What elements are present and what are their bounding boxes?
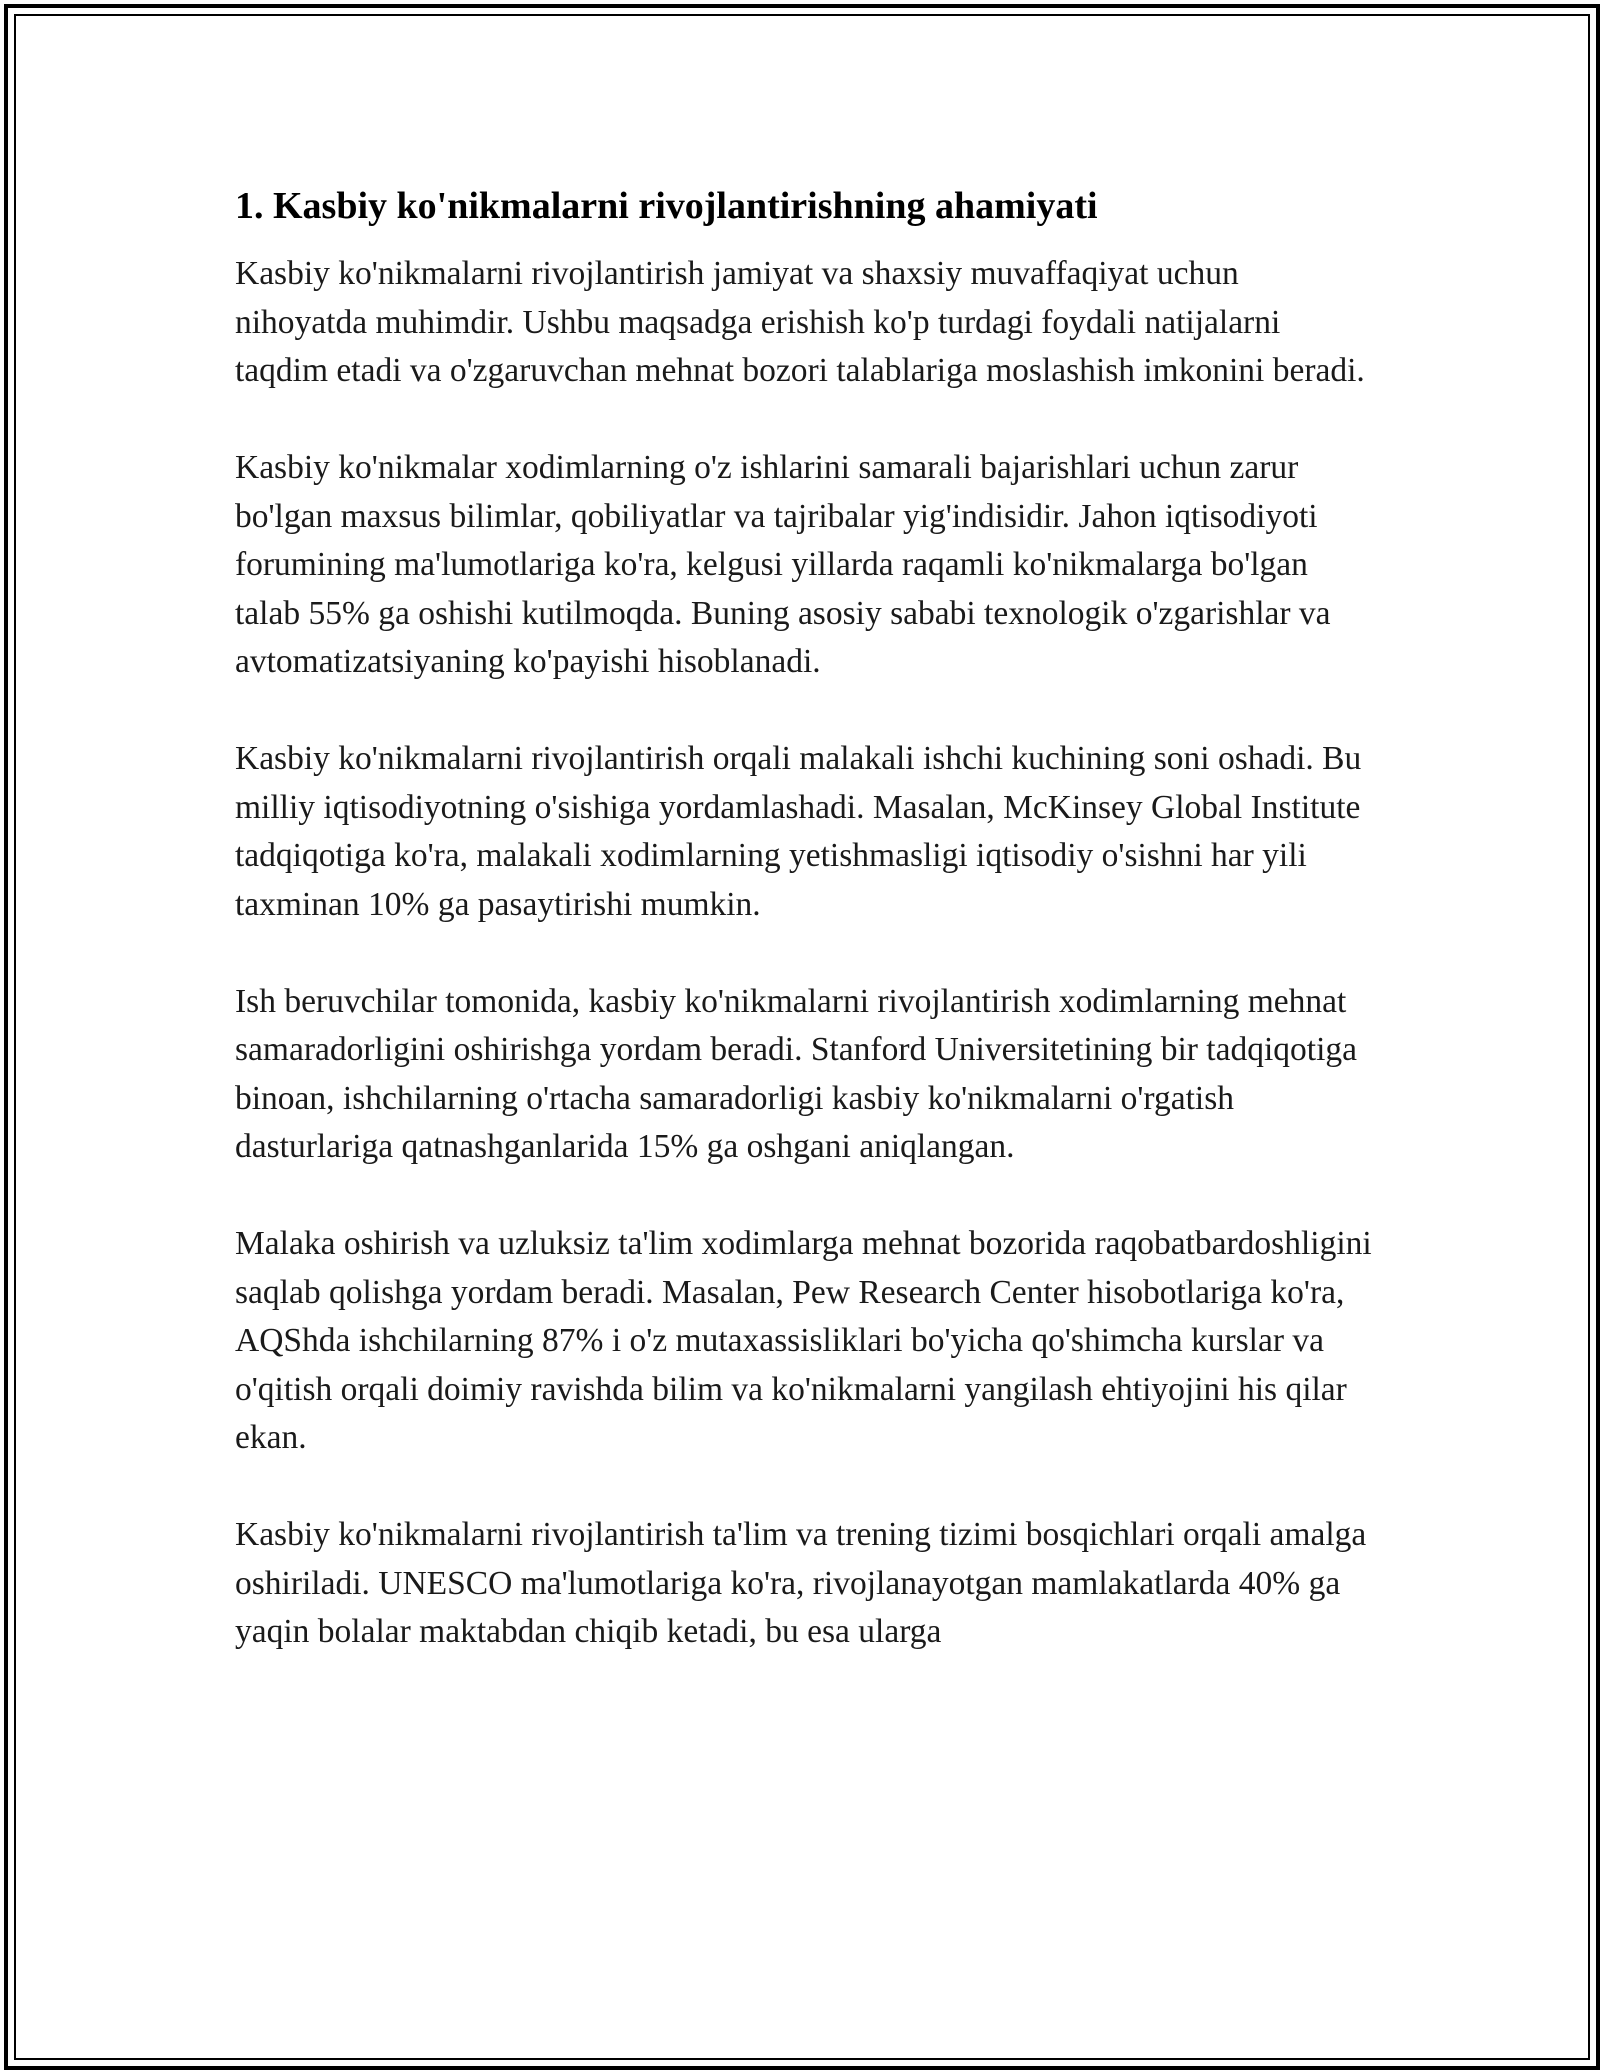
section-heading: 1. Kasbiy ko'nikmalarni rivojlantirishning ahamiyati (235, 185, 1098, 227)
paragraph-6: Kasbiy ko'nikmalarni rivojlantirish ta'lim va trening tizimi bosqichlari orqali amalga oshiriladi. UNESCO ma'lumotlariga ko'ra, rivojlanayotgan mamlakatlarda 40% ga yaqin bolalar maktabdan chiqib ketadi, bu esa ularga (235, 1516, 1367, 1650)
document-body (235, 182, 1375, 1657)
paragraph-3: Kasbiy ko'nikmalarni rivojlantirish orqali malakali ishchi kuchining soni oshadi. Bu milliy iqtisodiyotning o'sishiga yordamlashadi. Masalan, McKinsey Global Institute tadqiqotiga ko'ra, malakali xodimlarning yetishmasligi iqtisodiy o'sishni har yili taxminan 10% ga pasaytirishi mumkin. (235, 740, 1362, 923)
paragraph-5: Malaka oshirish va uzluksiz ta'lim xodimlarga mehnat bozorida raqobatbardoshligini saqlab qolishga yordam beradi. Masalan, Pew Research Center hisobotlariga ko'ra, AQShda ishchilarning 87% i o'z mutaxassisliklari bo'yicha qo'shimcha kurslar va o'qitish orqali doimiy ravishda bilim va ko'nikmalarni yangilash ehtiyojini his qilar ekan. (235, 1225, 1372, 1456)
paragraph-2: Kasbiy ko'nikmalar xodimlarning o'z ishlarini samarali bajarishlari uchun zarur bo'lgan maxsus bilimlar, qobiliyatlar va tajribalar yig'indisidir. Jahon iqtisodiyoti forumining ma'lumotlariga ko'ra, kelgusi yillarda raqamli ko'nikmalarga bo'lgan talab 55% ga oshishi kutilmoqda. Buning asosiy sababi texnologik o'zgarishlar va avtomatizatsiyaning ko'payishi hisoblanadi. (235, 449, 1331, 680)
paragraph-1: Kasbiy ko'nikmalarni rivojlantirish jamiyat va shaxsiy muvaffaqiyat uchun nihoyatda muhimdir. Ushbu maqsadga erishish ko'p turdagi foydali natijalarni taqdim etadi va o'zgaruvchan mehnat bozori talablariga moslashish imkonini beradi. (235, 255, 1365, 389)
paragraph-4: Ish beruvchilar tomonida, kasbiy ko'nikmalarni rivojlantirish xodimlarning mehnat samaradorligini oshirishga yordam beradi. Stanford Universitetining bir tadqiqotiga binoan, ishchilarning o'rtacha samaradorligi kasbiy ko'nikmalarni o'rgatish dasturlariga qatnashganlarida 15% ga oshgani aniqlangan. (235, 982, 1358, 1165)
